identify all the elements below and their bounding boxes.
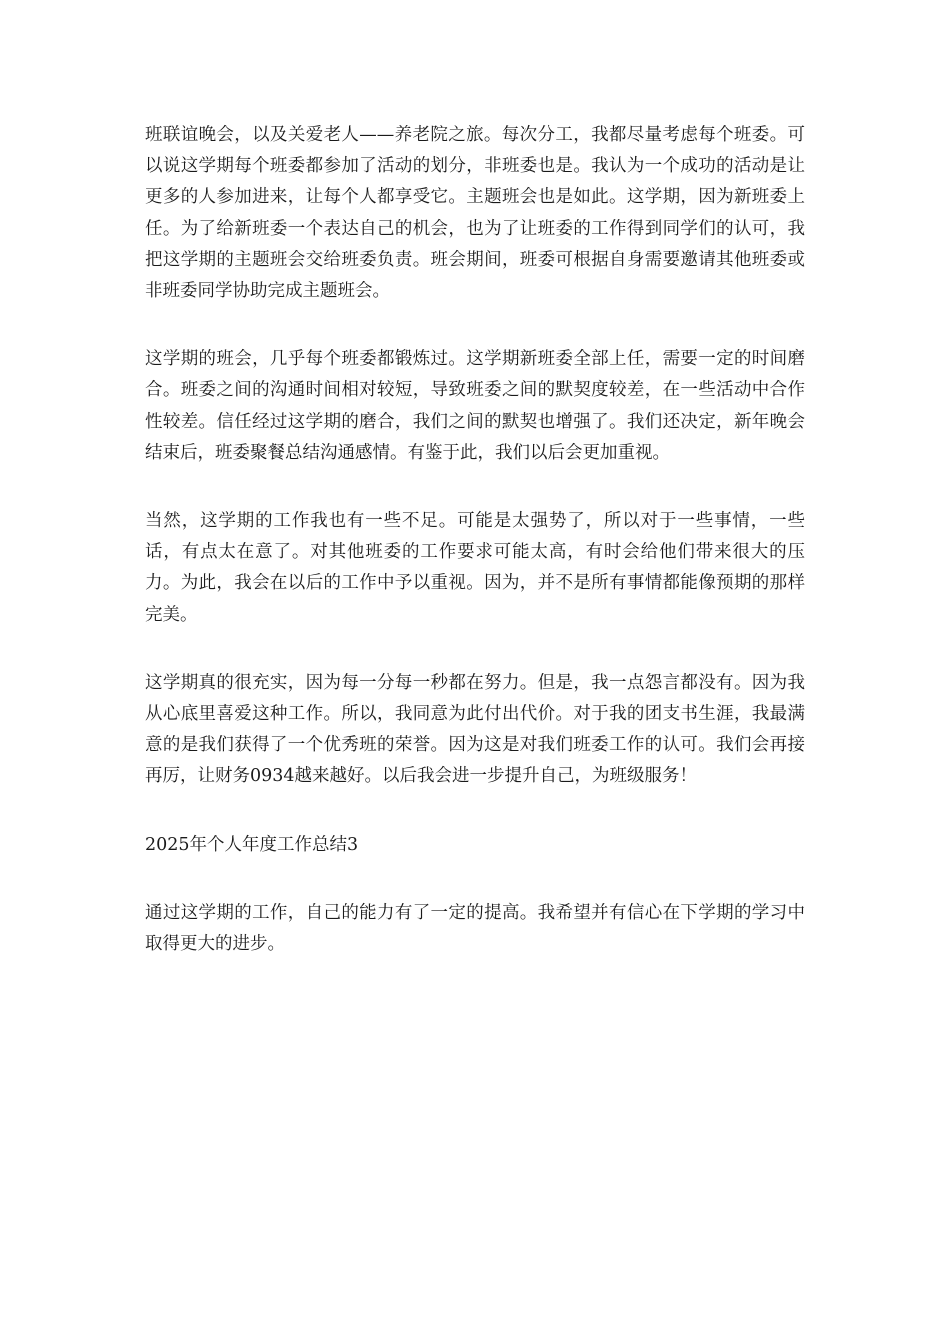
paragraph-conclusion: 通过这学期的工作，自己的能力有了一定的提高。我希望并有信心在下学期的学习中取得更大的进步。 xyxy=(145,902,805,955)
paragraph-shortcomings: 当然，这学期的工作我也有一些不足。可能是太强势了，所以对于一些事情，一些话，有点太在意了。对其他班委的工作要求可能太高，有时会给他们带来很大的压力。为此，我会在以后的工作中予以重视。因为，并不是所有事情都能像预期的那样完美。 xyxy=(145,511,805,625)
paragraph-class-meetings: 这学期的班会，几乎每个班委都锻炼过。这学期新班委全部上任，需要一定的时间磨合。班委之间的沟通时间相对较短，导致班委之间的默契度较差，在一些活动中合作性较差。信任经过这学期的磨合，我们之间的默契也增强了。我们还决定，新年晚会结束后，班委聚餐总结沟通感情。有鉴于此，我们以后会更加重视。 xyxy=(145,349,805,463)
paragraph-class-activities: 班联谊晚会，以及关爱老人——养老院之旅。每次分工，我都尽量考虑每个班委。可以说这学期每个班委都参加了活动的划分，非班委也是。我认为一个成功的活动是让更多的人参加进来，让每个人都享受它。主题班会也是如此。这学期，因为新班委上任。为了给新班委一个表达自己的机会，也为了让班委的工作得到同学们的认可，我把这学期的主题班会交给班委负责。班会期间，班委可根据自身需要邀请其他班委或非班委同学协助完成主题班会。 xyxy=(145,125,805,302)
section-heading: 2025年个人年度工作总结3 xyxy=(145,834,359,855)
document-body xyxy=(145,120,805,997)
paragraph-reflection: 这学期真的很充实，因为每一分每一秒都在努力。但是，我一点怨言都没有。因为我从心底里喜爱这种工作。所以，我同意为此付出代价。对于我的团支书生涯，我最满意的是我们获得了一个优秀班的荣誉。因为这是对我们班委工作的认可。我们会再接再厉，让财务0934越来越好。以后我会进一步提升自己，为班级服务！ xyxy=(145,672,805,787)
